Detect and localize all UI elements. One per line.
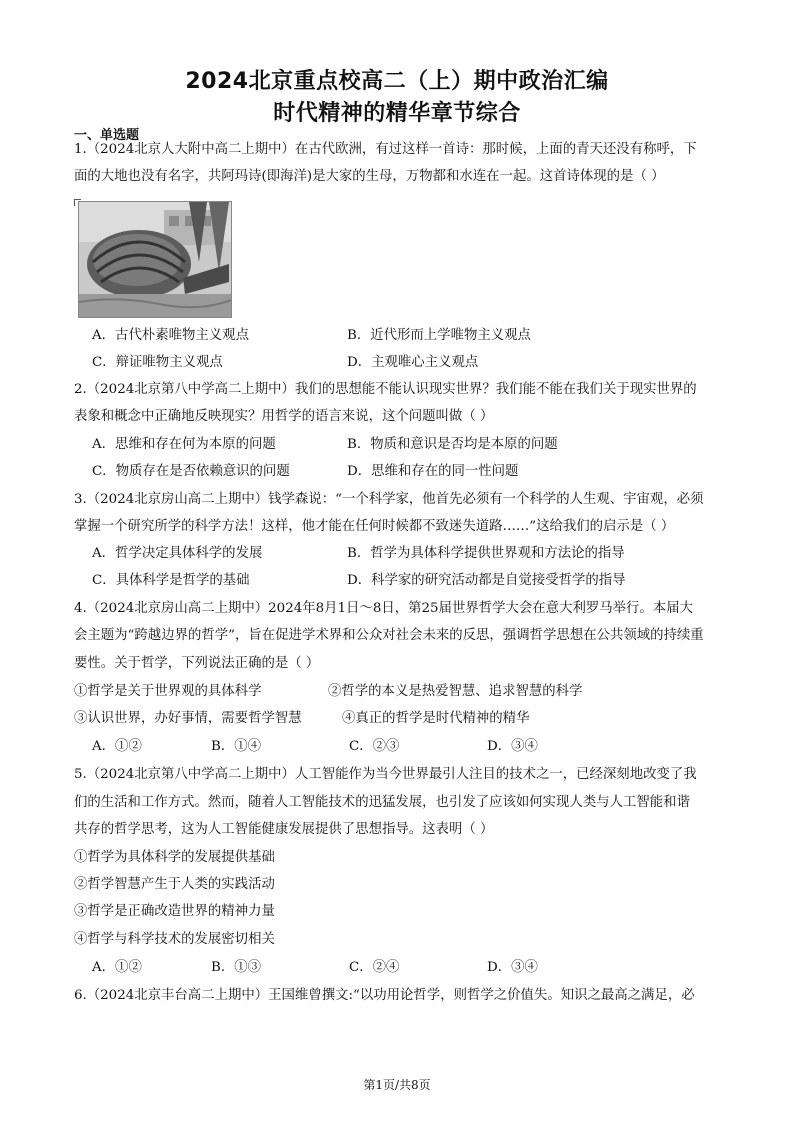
q3-stem-line-2: 掌握一个研究所学的科学方法！这样，他才能在任何时候都不致迷失道路……”这给我们的启示是（ ） xyxy=(74,519,675,534)
q5-stem-line-3: 共存的哲学思考，这为人工智能健康发展提供了思想指导。这表明（ ） xyxy=(74,822,494,837)
document-title-line-2: 时代精神的精华章节综合 xyxy=(273,101,521,126)
q4-stem-line-2: 会主题为“跨越边界的哲学”，旨在促进学术界和公众对社会未来的反思，强调哲学思想在公共领域的持续重 xyxy=(74,628,704,643)
q5-stem-line-1: 5.（2024北京第八中学高二上期中）人工智能作为当今世界最引人注目的技术之一，已经深刻地改变了我 xyxy=(74,767,697,782)
q2-stem-line-2: 表象和概念中正确地反映现实？用哲学的语言来说，这个问题叫做（ ） xyxy=(74,409,494,424)
q5-option-b[interactable]: B．①③ xyxy=(211,960,262,975)
q4-statement-4: ④真正的哲学是时代精神的精华 xyxy=(342,711,530,726)
q4-stem-line-1: 4.（2024北京房山高二上期中）2024年8月1日～8日，第25届世界哲学大会在意大利罗马举行。本届大 xyxy=(74,601,693,616)
q5-option-d[interactable]: D．③④ xyxy=(487,960,538,975)
q3-option-b[interactable]: B．哲学为具体科学提供世界观和方法论的指导 xyxy=(347,546,625,561)
q1-option-b[interactable]: B．近代形而上学唯物主义观点 xyxy=(347,328,531,343)
q1-option-a[interactable]: A．古代朴素唯物主义观点 xyxy=(92,328,249,343)
q2-option-c[interactable]: C．物质存在是否依赖意识的问题 xyxy=(92,464,290,479)
q4-statement-3: ③认识世界，办好事情，需要哲学智慧 xyxy=(74,711,302,726)
q3-option-d[interactable]: D．科学家的研究活动都是自觉接受哲学的指导 xyxy=(347,573,626,588)
q4-statement-2: ②哲学的本义是热爱智慧、追求智慧的科学 xyxy=(328,684,583,699)
document-title-line-1: 2024北京重点校高二（上）期中政治汇编 xyxy=(185,69,609,94)
q5-option-a[interactable]: A．①② xyxy=(92,960,142,975)
q5-statement-2: ②哲学智慧产生于人类的实践活动 xyxy=(74,877,275,892)
q2-option-b[interactable]: B．物质和意识是否均是本原的问题 xyxy=(347,437,558,452)
q2-option-d[interactable]: D．思维和存在的同一性问题 xyxy=(347,464,519,479)
q5-statement-4: ④哲学与科学技术的发展密切相关 xyxy=(74,932,275,947)
q1-stem-line-1: 1.（2024北京人大附中高二上期中）在古代欧洲，有过这样一首诗：那时候，上面的青天还没有称呼，下 xyxy=(74,142,697,157)
q3-option-c[interactable]: C．具体科学是哲学的基础 xyxy=(92,573,250,588)
q3-option-a[interactable]: A．哲学决定具体科学的发展 xyxy=(92,546,263,561)
section-heading: 一、单选题 xyxy=(74,128,140,143)
q1-stem-line-2: 面的大地也没有名字，共阿玛诗(即海洋)是大家的生母，万物都和水连在一起。这首诗体现的是（ ） xyxy=(74,169,665,184)
q2-option-a[interactable]: A．思维和存在何为本原的问题 xyxy=(92,437,276,452)
q5-stem-line-2: 们的生活和工作方式。然而，随着人工智能技术的迅猛发展，也引发了应该如何实现人类与人工智能和谐 xyxy=(74,795,690,810)
q2-stem-line-1: 2.（2024北京第八中学高二上期中）我们的思想能不能认识现实世界？我们能不能在我们关于现实世界的 xyxy=(74,382,697,397)
q4-option-a[interactable]: A．①② xyxy=(92,739,142,754)
q6-stem-line-1: 6.（2024北京丰台高二上期中）王国维曾撰文:“以功用论哲学，则哲学之价值失。知识之最高之满足，必 xyxy=(74,988,695,1003)
q1-figure-image xyxy=(78,201,232,318)
q1-option-d[interactable]: D．主观唯心主义观点 xyxy=(347,355,479,370)
q4-stem-line-3: 要性。关于哲学，下列说法正确的是（ ） xyxy=(74,656,320,671)
q5-statement-3: ③哲学是正确改造世界的精神力量 xyxy=(74,904,275,919)
q3-stem-line-1: 3.（2024北京房山高二上期中）钱学森说：“一个科学家，他首先必须有一个科学的人生观、宇宙观，必须 xyxy=(74,492,704,507)
q4-option-c[interactable]: C．②③ xyxy=(349,739,400,754)
q4-option-b[interactable]: B．①④ xyxy=(211,739,262,754)
q4-statement-1: ①哲学是关于世界观的具体科学 xyxy=(74,684,262,699)
q5-statement-1: ①哲学为具体科学的发展提供基础 xyxy=(74,850,275,865)
q1-option-c[interactable]: C．辩证唯物主义观点 xyxy=(92,355,223,370)
q4-option-d[interactable]: D．③④ xyxy=(487,739,538,754)
q5-option-c[interactable]: C．②④ xyxy=(349,960,400,975)
page-footer: 第1页/共8页 xyxy=(363,1078,431,1092)
sculpture-photo xyxy=(79,202,231,317)
